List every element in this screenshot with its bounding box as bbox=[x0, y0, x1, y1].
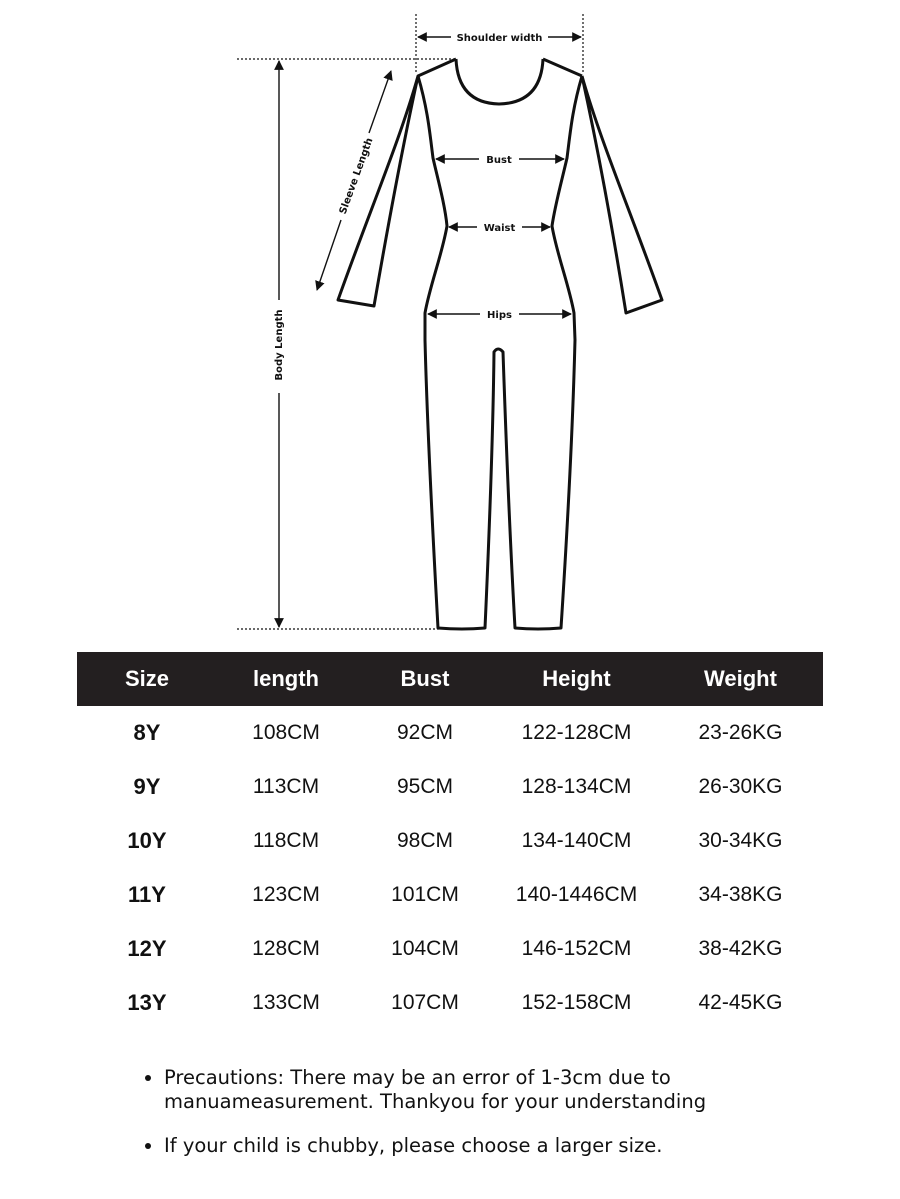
bust-cell: 104CM bbox=[391, 937, 459, 960]
table-header-row bbox=[77, 652, 823, 706]
size-cell: 8Y bbox=[133, 720, 161, 745]
bust-cell: 98CM bbox=[396, 829, 454, 852]
height-cell: 152-158CM bbox=[521, 991, 632, 1014]
table-row bbox=[77, 922, 823, 976]
table-row bbox=[77, 760, 823, 814]
header-height: Height bbox=[495, 652, 658, 706]
header-bust: Bust bbox=[355, 652, 495, 706]
size-cell: 13Y bbox=[127, 990, 167, 1015]
length-cell: 108CM bbox=[252, 721, 320, 744]
body-length-measure bbox=[237, 59, 456, 629]
weight-cell: 34-38KG bbox=[698, 883, 783, 906]
waist-label: Waist bbox=[483, 223, 516, 234]
bust-cell: 95CM bbox=[396, 775, 454, 798]
bust-cell: 92CM bbox=[396, 721, 454, 744]
note-item: • If your child is chubby, please choose a larger size. bbox=[164, 1134, 804, 1158]
height-cell: 146-152CM bbox=[521, 937, 632, 960]
table-row bbox=[77, 976, 823, 1030]
weight-cell: 23-26KG bbox=[698, 721, 783, 744]
note-item: • Precautions: There may be an error of 1-3cm due to manuameasurement. Thankyou for your understanding bbox=[164, 1066, 804, 1114]
height-cell: 122-128CM bbox=[521, 721, 632, 744]
length-cell: 133CM bbox=[252, 991, 320, 1014]
header-size: Size bbox=[77, 652, 217, 706]
shoulder-width-measure bbox=[416, 14, 583, 72]
size-cell: 9Y bbox=[133, 774, 161, 799]
length-cell: 123CM bbox=[252, 883, 320, 906]
bust-measure bbox=[436, 155, 564, 166]
hips-measure bbox=[428, 310, 571, 321]
length-cell: 118CM bbox=[252, 829, 320, 852]
size-cell: 12Y bbox=[127, 936, 167, 961]
table-row bbox=[77, 868, 823, 922]
size-chart-table bbox=[77, 652, 823, 1030]
shoulder-width-label: Shoulder width bbox=[456, 33, 543, 44]
table-row bbox=[77, 814, 823, 868]
weight-cell: 42-45KG bbox=[698, 991, 783, 1014]
header-weight: Weight bbox=[658, 652, 823, 706]
body-length-label: Body Length bbox=[274, 309, 285, 381]
length-cell: 128CM bbox=[252, 937, 320, 960]
bust-cell: 107CM bbox=[391, 991, 459, 1014]
length-cell: 113CM bbox=[252, 775, 320, 798]
weight-cell: 30-34KG bbox=[698, 829, 783, 852]
weight-cell: 26-30KG bbox=[698, 775, 783, 798]
sleeve-length-label: Sleeve Length bbox=[337, 136, 376, 216]
header-length: length bbox=[217, 652, 355, 706]
height-cell: 128-134CM bbox=[521, 775, 632, 798]
table-row bbox=[77, 706, 823, 760]
size-cell: 10Y bbox=[127, 828, 167, 853]
height-cell: 140-1446CM bbox=[515, 883, 638, 906]
hips-label: Hips bbox=[487, 310, 512, 321]
weight-cell: 38-42KG bbox=[698, 937, 783, 960]
size-cell: 11Y bbox=[128, 882, 166, 907]
waist-measure bbox=[449, 223, 550, 234]
height-cell: 134-140CM bbox=[521, 829, 632, 852]
size-notes-list bbox=[140, 1066, 804, 1178]
bust-cell: 101CM bbox=[391, 883, 459, 906]
jumpsuit-outline bbox=[338, 59, 662, 629]
bust-label: Bust bbox=[486, 155, 512, 166]
